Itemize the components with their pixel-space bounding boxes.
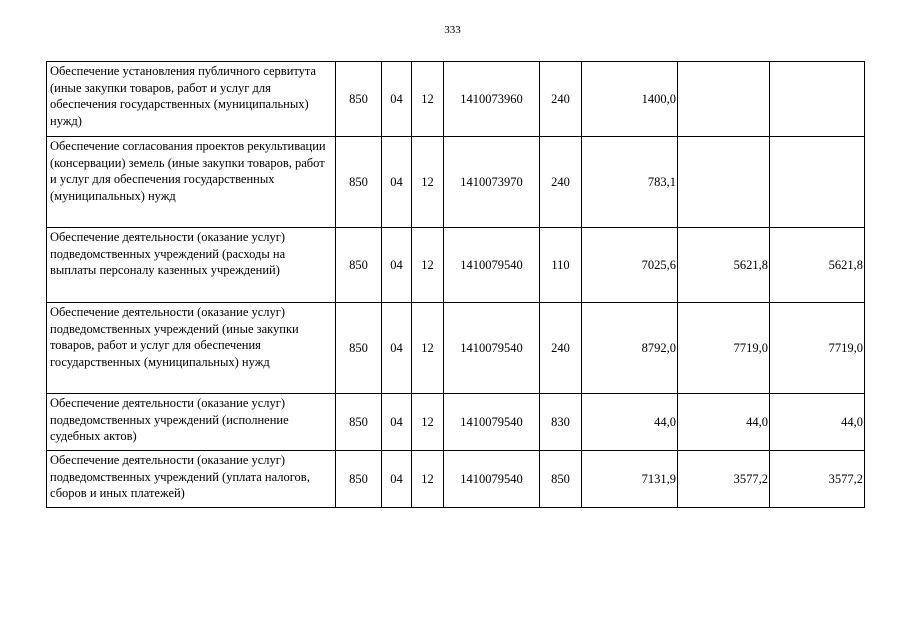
amount-year-2: 7719,0 <box>678 303 770 394</box>
target-item-code: 1410079540 <box>444 303 540 394</box>
expense-type-code: 240 <box>540 137 582 228</box>
grbs-code: 850 <box>336 228 382 303</box>
expense-type-code: 110 <box>540 228 582 303</box>
section-code: 04 <box>382 394 412 451</box>
amount-year-2 <box>678 137 770 228</box>
amount-year-2 <box>678 62 770 137</box>
amount-year-1: 783,1 <box>582 137 678 228</box>
row-description: Обеспечение деятельности (оказание услуг) подведомственных учреждений (расходы на выплаты персоналу казенных учреждений) <box>47 228 336 303</box>
subsection-code: 12 <box>412 62 444 137</box>
subsection-code: 12 <box>412 451 444 508</box>
amount-year-1: 1400,0 <box>582 62 678 137</box>
table-row <box>47 394 865 451</box>
table-row <box>47 228 865 303</box>
target-item-code: 1410079540 <box>444 394 540 451</box>
amount-year-2: 44,0 <box>678 394 770 451</box>
table-row <box>47 137 865 228</box>
row-description: Обеспечение деятельности (оказание услуг) подведомственных учреждений (иные закупки товаров, работ и услуг для обеспечения государственных (муниципальных) нужд <box>47 303 336 394</box>
expense-type-code: 240 <box>540 303 582 394</box>
target-item-code: 1410073970 <box>444 137 540 228</box>
amount-year-3 <box>770 137 865 228</box>
page-number: 333 <box>444 24 461 36</box>
amount-year-3: 3577,2 <box>770 451 865 508</box>
subsection-code: 12 <box>412 394 444 451</box>
amount-year-3 <box>770 62 865 137</box>
table-row <box>47 303 865 394</box>
subsection-code: 12 <box>412 137 444 228</box>
amount-year-1: 7131,9 <box>582 451 678 508</box>
section-code: 04 <box>382 137 412 228</box>
section-code: 04 <box>382 303 412 394</box>
row-description: Обеспечение согласования проектов рекультивации (консервации) земель (иные закупки товаров, работ и услуг для обеспечения государственных (муниципальных) нужд <box>47 137 336 228</box>
target-item-code: 1410079540 <box>444 451 540 508</box>
grbs-code: 850 <box>336 137 382 228</box>
target-item-code: 1410073960 <box>444 62 540 137</box>
amount-year-1: 44,0 <box>582 394 678 451</box>
subsection-code: 12 <box>412 303 444 394</box>
table-row <box>47 62 865 137</box>
row-description: Обеспечение установления публичного сервитута (иные закупки товаров, работ и услуг для обеспечения государственных (муниципальных) нужд) <box>47 62 336 137</box>
grbs-code: 850 <box>336 394 382 451</box>
amount-year-2: 5621,8 <box>678 228 770 303</box>
amount-year-3: 44,0 <box>770 394 865 451</box>
amount-year-1: 7025,6 <box>582 228 678 303</box>
row-description: Обеспечение деятельности (оказание услуг) подведомственных учреждений (уплата налогов, сборов и иных платежей) <box>47 451 336 508</box>
amount-year-1: 8792,0 <box>582 303 678 394</box>
expense-type-code: 830 <box>540 394 582 451</box>
budget-table <box>46 61 865 508</box>
target-item-code: 1410079540 <box>444 228 540 303</box>
subsection-code: 12 <box>412 228 444 303</box>
expense-type-code: 240 <box>540 62 582 137</box>
grbs-code: 850 <box>336 451 382 508</box>
table-row <box>47 451 865 508</box>
amount-year-3: 5621,8 <box>770 228 865 303</box>
amount-year-3: 7719,0 <box>770 303 865 394</box>
expense-type-code: 850 <box>540 451 582 508</box>
grbs-code: 850 <box>336 62 382 137</box>
section-code: 04 <box>382 228 412 303</box>
section-code: 04 <box>382 62 412 137</box>
grbs-code: 850 <box>336 303 382 394</box>
section-code: 04 <box>382 451 412 508</box>
amount-year-2: 3577,2 <box>678 451 770 508</box>
row-description: Обеспечение деятельности (оказание услуг) подведомственных учреждений (исполнение судебных актов) <box>47 394 336 451</box>
